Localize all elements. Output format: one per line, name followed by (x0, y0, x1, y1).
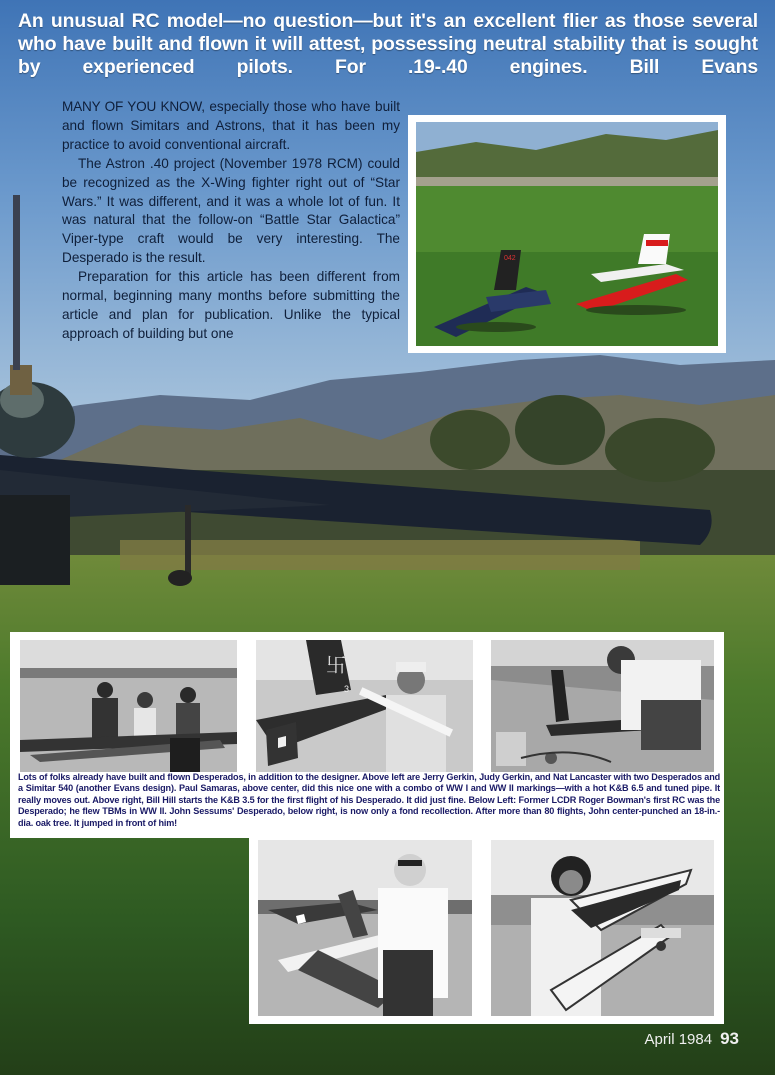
svg-text:卐: 卐 (326, 655, 346, 677)
top-photo-two-desperados (416, 122, 718, 346)
photo-caption: Lots of folks already have built and flown Desperados, in addition to the designer. Above left are Jerry Gerkin, Judy Gerkin, and Nat Lancaster with two Desperados and a Simitar 540 (another Evans design). Paul Samaras, above center, did this nice one with a combo of WW I and WW II markings—with a hot K&B 6.5 and tuned pipe. It really moves out. Above right, Bill Hill starts the K&B 3.5 for the first flight of his Desperado. It did just fine. Below Left: Former LCDR Roger Bowman's first RC was the Desperado; he flew TBMs in WW II. John Sessums' Desperado, below right, is now only a fond recollection. After more than 80 flights, John center-punched an 18-in.-dia. oak tree. It jumped in front of him! (18, 772, 720, 828)
article-paragraph-1-text: especially those who have built and flown Simitars and Astrons, that it has been my practice to avoid conventional aircraft. (62, 99, 400, 152)
photo-gerkin-lancaster (20, 640, 237, 772)
center-plane-tail-number: 3 (344, 684, 350, 694)
photo-paul-samaras (256, 640, 473, 772)
photo-roger-bowman (258, 840, 472, 1016)
article-paragraph-2: The Astron .40 project (November 1978 RCM) could be recognized as the X-Wing fighter right out of “Star Wars.” It was different, and it was a whole lot of fun. It was natural that the follow-on “Battle Star Galactica” Viper-type craft would be very interesting. The Desperado is the result. (62, 155, 400, 266)
article-body (62, 98, 400, 344)
issue-date: April 1984 (644, 1031, 713, 1048)
article-paragraph-3: Preparation for this article has been different from normal, beginning many months before submitting the article and plan for publication. Unlike the typical approach of building but one (62, 269, 400, 341)
page-footer (645, 1029, 739, 1049)
photo-bill-hill (491, 640, 714, 772)
article-paragraph-1 (62, 98, 400, 155)
photo-john-sessums (491, 840, 714, 1016)
top-photo-tail-code: 042 (504, 255, 516, 262)
page-number: 93 (720, 1029, 739, 1048)
article-lead-in: MANY OF YOU KNOW, (62, 99, 205, 114)
deck-headline: An unusual RC model—no question—but it's an excellent flier as those several who have built and flown it will attest, possessing neutral stability that is sought by experienced pilots. For .19-.40 engines. Bill Evans (18, 10, 758, 78)
